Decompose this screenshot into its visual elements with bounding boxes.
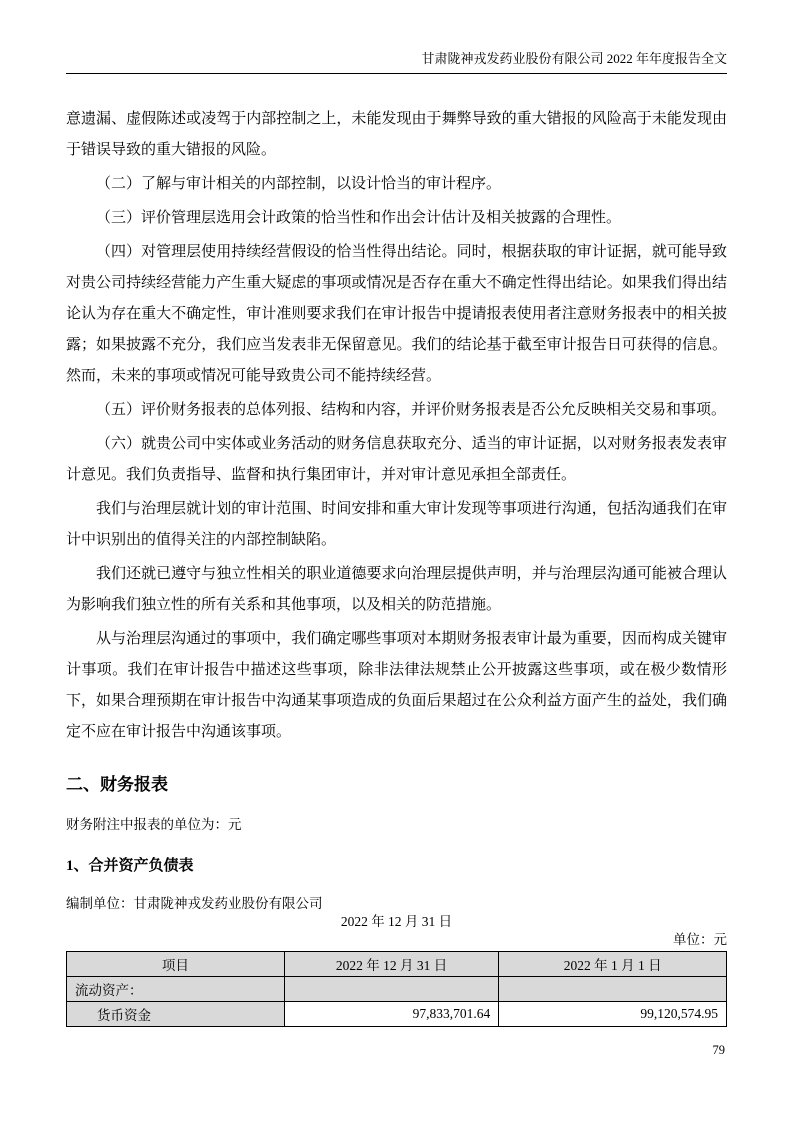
value-current-period-cell: 97,833,701.64 [284,1002,499,1027]
column-header: 2022 年 12 月 31 日 [284,952,499,977]
item-label-cell: 货币资金 [67,1002,285,1027]
header-divider [66,73,727,74]
body-paragraph: 意遗漏、虚假陈述或凌驾于内部控制之上，未能发现由于舞弊导致的重大错报的风险高于未能发现由于错误导致的重大错报的风险。 [66,111,727,158]
balance-sheet-table-body [67,977,727,1027]
prepared-by-line: 编制单位：甘肃陇神戎发药业股份有限公司 [66,896,323,911]
balance-sheet-table [66,951,727,1027]
item-label-cell: 流动资产： [67,977,285,1002]
page-number: 79 [712,1043,725,1057]
statement-date: 2022 年 12 月 31 日 [340,914,453,929]
body-paragraph: （六）就贵公司中实体或业务活动的财务信息获取充分、适当的审计证据，以对财务报表发表审计意见。我们负责指导、监督和执行集团审计，并对审计意见承担全部责任。 [66,436,727,483]
report-header-title: 甘肃陇神戎发药业股份有限公司 2022 年年度报告全文 [421,51,727,66]
body-paragraph: （二）了解与审计相关的内部控制，以设计恰当的审计程序。 [96,176,502,192]
column-header: 2022 年 1 月 1 日 [499,952,727,977]
body-paragraph: 我们还就已遵守与独立性相关的职业道德要求向治理层提供声明，并与治理层沟通可能被合理认为影响我们独立性的所有关系和其他事项，以及相关的防范措施。 [66,566,727,613]
body-paragraph: （四）对管理层使用持续经营假设的恰当性得出结论。同时，根据获取的审计证据，就可能导致对贵公司持续经营能力产生重大疑虑的事项或情况是否存在重大不确定性得出结论。如果我们得出结论认为存在重大不确定性，审计准则要求我们在审计报告中提请报表使用者注意财务报表中的相关披露；如果披露不充分，我们应当发表非无保留意见。我们的结论基于截至审计报告日可获得的信息。然而，未来的事项或情况可能导致贵公司不能持续经营。 [66,244,727,384]
table-header-row [67,952,727,977]
value-current-period-cell [284,977,499,1002]
body-paragraph: （三）评价管理层选用会计政策的恰当性和作出会计估计及相关披露的合理性。 [96,210,622,226]
subsection-heading-consolidated-balance-sheet: 1、合并资产负债表 [66,858,194,874]
body-paragraph: 我们与治理层就计划的审计范围、时间安排和重大审计发现等事项进行沟通，包括沟通我们在审计中识别出的值得关注的内部控制缺陷。 [66,501,727,548]
table-row [67,1002,727,1027]
unit-note: 财务附注中报表的单位为：元 [66,817,242,832]
balance-sheet-table-header [67,952,727,977]
body-paragraph: （五）评价财务报表的总体列报、结构和内容，并评价财务报表是否公允反映相关交易和事项。 [96,402,727,418]
unit-label: 单位：元 [673,932,727,947]
column-header: 项目 [67,952,285,977]
value-prior-period-cell [499,977,727,1002]
audit-report-body [66,104,727,748]
section-heading-financial-statements: 二、财务报表 [66,775,168,794]
value-prior-period-cell: 99,120,574.95 [499,1002,727,1027]
table-row [67,977,727,1002]
body-paragraph: 从与治理层沟通过的事项中，我们确定哪些事项对本期财务报表审计最为重要，因而构成关键审计事项。我们在审计报告中描述这些事项，除非法律法规禁止公开披露这些事项，或在极少数情形下，如果合理预期在审计报告中沟通某事项造成的负面后果超过在公众利益方面产生的益处，我们确定不应在审计报告中沟通该事项。 [66,631,727,740]
